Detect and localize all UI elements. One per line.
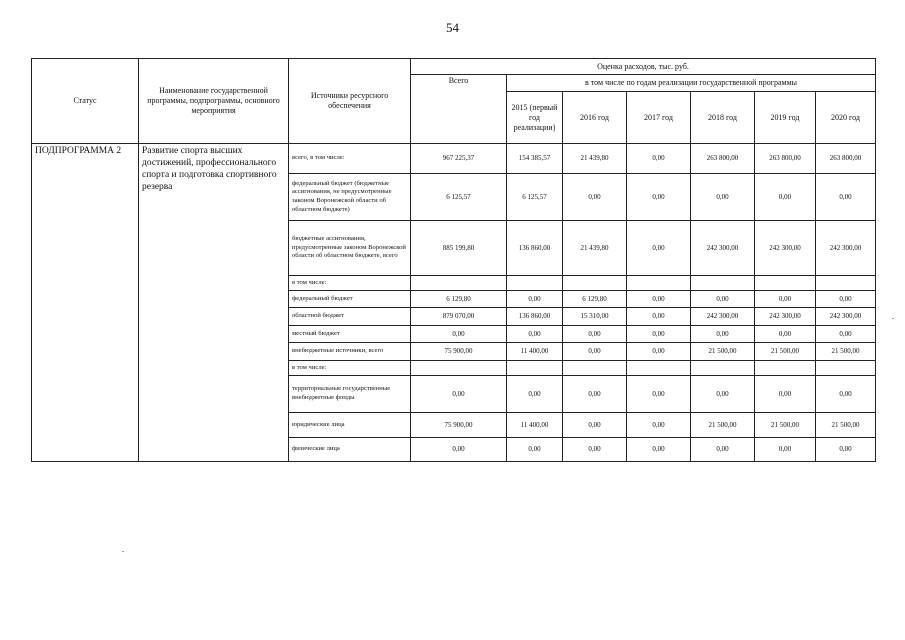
funding-source: физические лица bbox=[289, 438, 411, 462]
amount-cell: 21 439,80 bbox=[563, 144, 627, 174]
amount-cell: 21 500,00 bbox=[816, 413, 876, 438]
amount-cell: 242 300,00 bbox=[755, 221, 816, 276]
funding-source: бюджетные ассигнования, предусмотренные законом Воронежской области об областном бюджете, всего bbox=[289, 221, 411, 276]
amount-cell: 0,00 bbox=[755, 376, 816, 413]
funding-source: юридические лица bbox=[289, 413, 411, 438]
amount-cell: 242 300,00 bbox=[816, 308, 876, 326]
scan-mark bbox=[122, 551, 124, 552]
header-name: Наименование государственной программы, подпрограммы, основного мероприятия bbox=[139, 59, 289, 144]
amount-cell: 0,00 bbox=[563, 413, 627, 438]
amount-cell: 242 300,00 bbox=[691, 308, 755, 326]
amount-cell: 6 129,80 bbox=[563, 291, 627, 308]
amount-cell: 21 500,00 bbox=[755, 343, 816, 361]
amount-cell: 75 900,00 bbox=[411, 413, 507, 438]
header-year-2017: 2017 год bbox=[627, 92, 691, 144]
amount-cell: 242 300,00 bbox=[816, 221, 876, 276]
amount-cell: 0,00 bbox=[691, 438, 755, 462]
amount-cell: 154 385,57 bbox=[507, 144, 563, 174]
header-status: Статус bbox=[32, 59, 139, 144]
amount-cell: 21 439,80 bbox=[563, 221, 627, 276]
table-row bbox=[32, 144, 876, 174]
amount-cell: 0,00 bbox=[816, 291, 876, 308]
amount-cell: 0,00 bbox=[691, 326, 755, 343]
funding-source: федеральный бюджет (бюджетные ассигнования, не предусмотренные законом Воронежской области об областном бюджете) bbox=[289, 174, 411, 221]
amount-cell bbox=[691, 276, 755, 291]
amount-cell: 15 310,00 bbox=[563, 308, 627, 326]
amount-cell: 0,00 bbox=[411, 376, 507, 413]
amount-cell: 0,00 bbox=[627, 438, 691, 462]
amount-cell: 0,00 bbox=[627, 343, 691, 361]
amount-cell: 0,00 bbox=[691, 376, 755, 413]
amount-cell bbox=[755, 276, 816, 291]
amount-cell: 21 500,00 bbox=[691, 343, 755, 361]
program-status: ПОДПРОГРАММА 2 bbox=[32, 144, 139, 462]
amount-cell bbox=[507, 276, 563, 291]
funding-source: федеральный бюджет bbox=[289, 291, 411, 308]
amount-cell: 6 125,57 bbox=[411, 174, 507, 221]
amount-cell: 0,00 bbox=[563, 174, 627, 221]
scan-mark bbox=[892, 318, 894, 319]
amount-cell: 0,00 bbox=[627, 291, 691, 308]
amount-cell: 0,00 bbox=[627, 144, 691, 174]
amount-cell: 967 225,37 bbox=[411, 144, 507, 174]
amount-cell bbox=[411, 361, 507, 376]
amount-cell: 0,00 bbox=[507, 376, 563, 413]
amount-cell: 6 129,80 bbox=[411, 291, 507, 308]
amount-cell: 0,00 bbox=[755, 438, 816, 462]
funding-source: областной бюджет bbox=[289, 308, 411, 326]
amount-cell bbox=[627, 276, 691, 291]
amount-cell bbox=[507, 361, 563, 376]
amount-cell: 136 860,00 bbox=[507, 308, 563, 326]
header-sources: Источники ресурсного обеспечения bbox=[289, 59, 411, 144]
amount-cell: 0,00 bbox=[816, 174, 876, 221]
header-estimate: Оценка расходов, тыс. руб. bbox=[411, 59, 876, 75]
amount-cell: 21 500,00 bbox=[816, 343, 876, 361]
amount-cell: 0,00 bbox=[627, 376, 691, 413]
amount-cell bbox=[691, 361, 755, 376]
amount-cell bbox=[755, 361, 816, 376]
amount-cell: 136 860,00 bbox=[507, 221, 563, 276]
funding-source: внебюджетные источники, всего bbox=[289, 343, 411, 361]
amount-cell: 0,00 bbox=[563, 438, 627, 462]
amount-cell: 21 500,00 bbox=[691, 413, 755, 438]
amount-cell: 263 800,00 bbox=[816, 144, 876, 174]
amount-cell: 0,00 bbox=[507, 291, 563, 308]
amount-cell: 0,00 bbox=[816, 326, 876, 343]
amount-cell: 0,00 bbox=[627, 174, 691, 221]
header-year-2016: 2016 год bbox=[563, 92, 627, 144]
amount-cell: 0,00 bbox=[563, 326, 627, 343]
amount-cell bbox=[563, 361, 627, 376]
funding-source: местный бюджет bbox=[289, 326, 411, 343]
amount-cell: 0,00 bbox=[816, 376, 876, 413]
page-number: 54 bbox=[446, 20, 459, 35]
amount-cell: 0,00 bbox=[627, 413, 691, 438]
amount-cell: 885 199,80 bbox=[411, 221, 507, 276]
table-body bbox=[32, 144, 876, 462]
amount-cell: 0,00 bbox=[563, 376, 627, 413]
amount-cell: 0,00 bbox=[691, 174, 755, 221]
amount-cell: 11 400,00 bbox=[507, 413, 563, 438]
header-year-2015: 2015 (первый год реализации) bbox=[507, 92, 563, 144]
amount-cell: 242 300,00 bbox=[755, 308, 816, 326]
funding-source: в том числе: bbox=[289, 361, 411, 376]
amount-cell: 11 400,00 bbox=[507, 343, 563, 361]
amount-cell: 0,00 bbox=[627, 308, 691, 326]
header-year-2019: 2019 год bbox=[755, 92, 816, 144]
amount-cell: 0,00 bbox=[755, 291, 816, 308]
funding-source: в том числе: bbox=[289, 276, 411, 291]
amount-cell: 75 900,00 bbox=[411, 343, 507, 361]
amount-cell: 0,00 bbox=[563, 343, 627, 361]
amount-cell: 21 500,00 bbox=[755, 413, 816, 438]
amount-cell: 263 800,00 bbox=[691, 144, 755, 174]
budget-table bbox=[31, 58, 876, 462]
header-by-years: в том числе по годам реализации государственной программы bbox=[507, 75, 876, 92]
amount-cell: 0,00 bbox=[411, 326, 507, 343]
amount-cell bbox=[816, 276, 876, 291]
amount-cell: 0,00 bbox=[691, 291, 755, 308]
amount-cell: 0,00 bbox=[507, 438, 563, 462]
header-year-2020: 2020 год bbox=[816, 92, 876, 144]
amount-cell bbox=[816, 361, 876, 376]
amount-cell: 0,00 bbox=[627, 221, 691, 276]
amount-cell: 879 070,00 bbox=[411, 308, 507, 326]
amount-cell bbox=[563, 276, 627, 291]
amount-cell bbox=[411, 276, 507, 291]
amount-cell bbox=[627, 361, 691, 376]
program-name: Развитие спорта высших достижений, профессионального спорта и подготовка спортивного резерва bbox=[139, 144, 289, 462]
amount-cell: 242 300,00 bbox=[691, 221, 755, 276]
amount-cell: 0,00 bbox=[411, 438, 507, 462]
header-total: Всего bbox=[411, 75, 507, 144]
amount-cell: 0,00 bbox=[755, 326, 816, 343]
amount-cell: 0,00 bbox=[816, 438, 876, 462]
funding-source: всего, в том числе: bbox=[289, 144, 411, 174]
amount-cell: 0,00 bbox=[755, 174, 816, 221]
header-year-2018: 2018 год bbox=[691, 92, 755, 144]
funding-source: территориальные государственные внебюджетные фонды bbox=[289, 376, 411, 413]
amount-cell: 6 125,57 bbox=[507, 174, 563, 221]
amount-cell: 263 800,00 bbox=[755, 144, 816, 174]
amount-cell: 0,00 bbox=[627, 326, 691, 343]
amount-cell: 0,00 bbox=[507, 326, 563, 343]
